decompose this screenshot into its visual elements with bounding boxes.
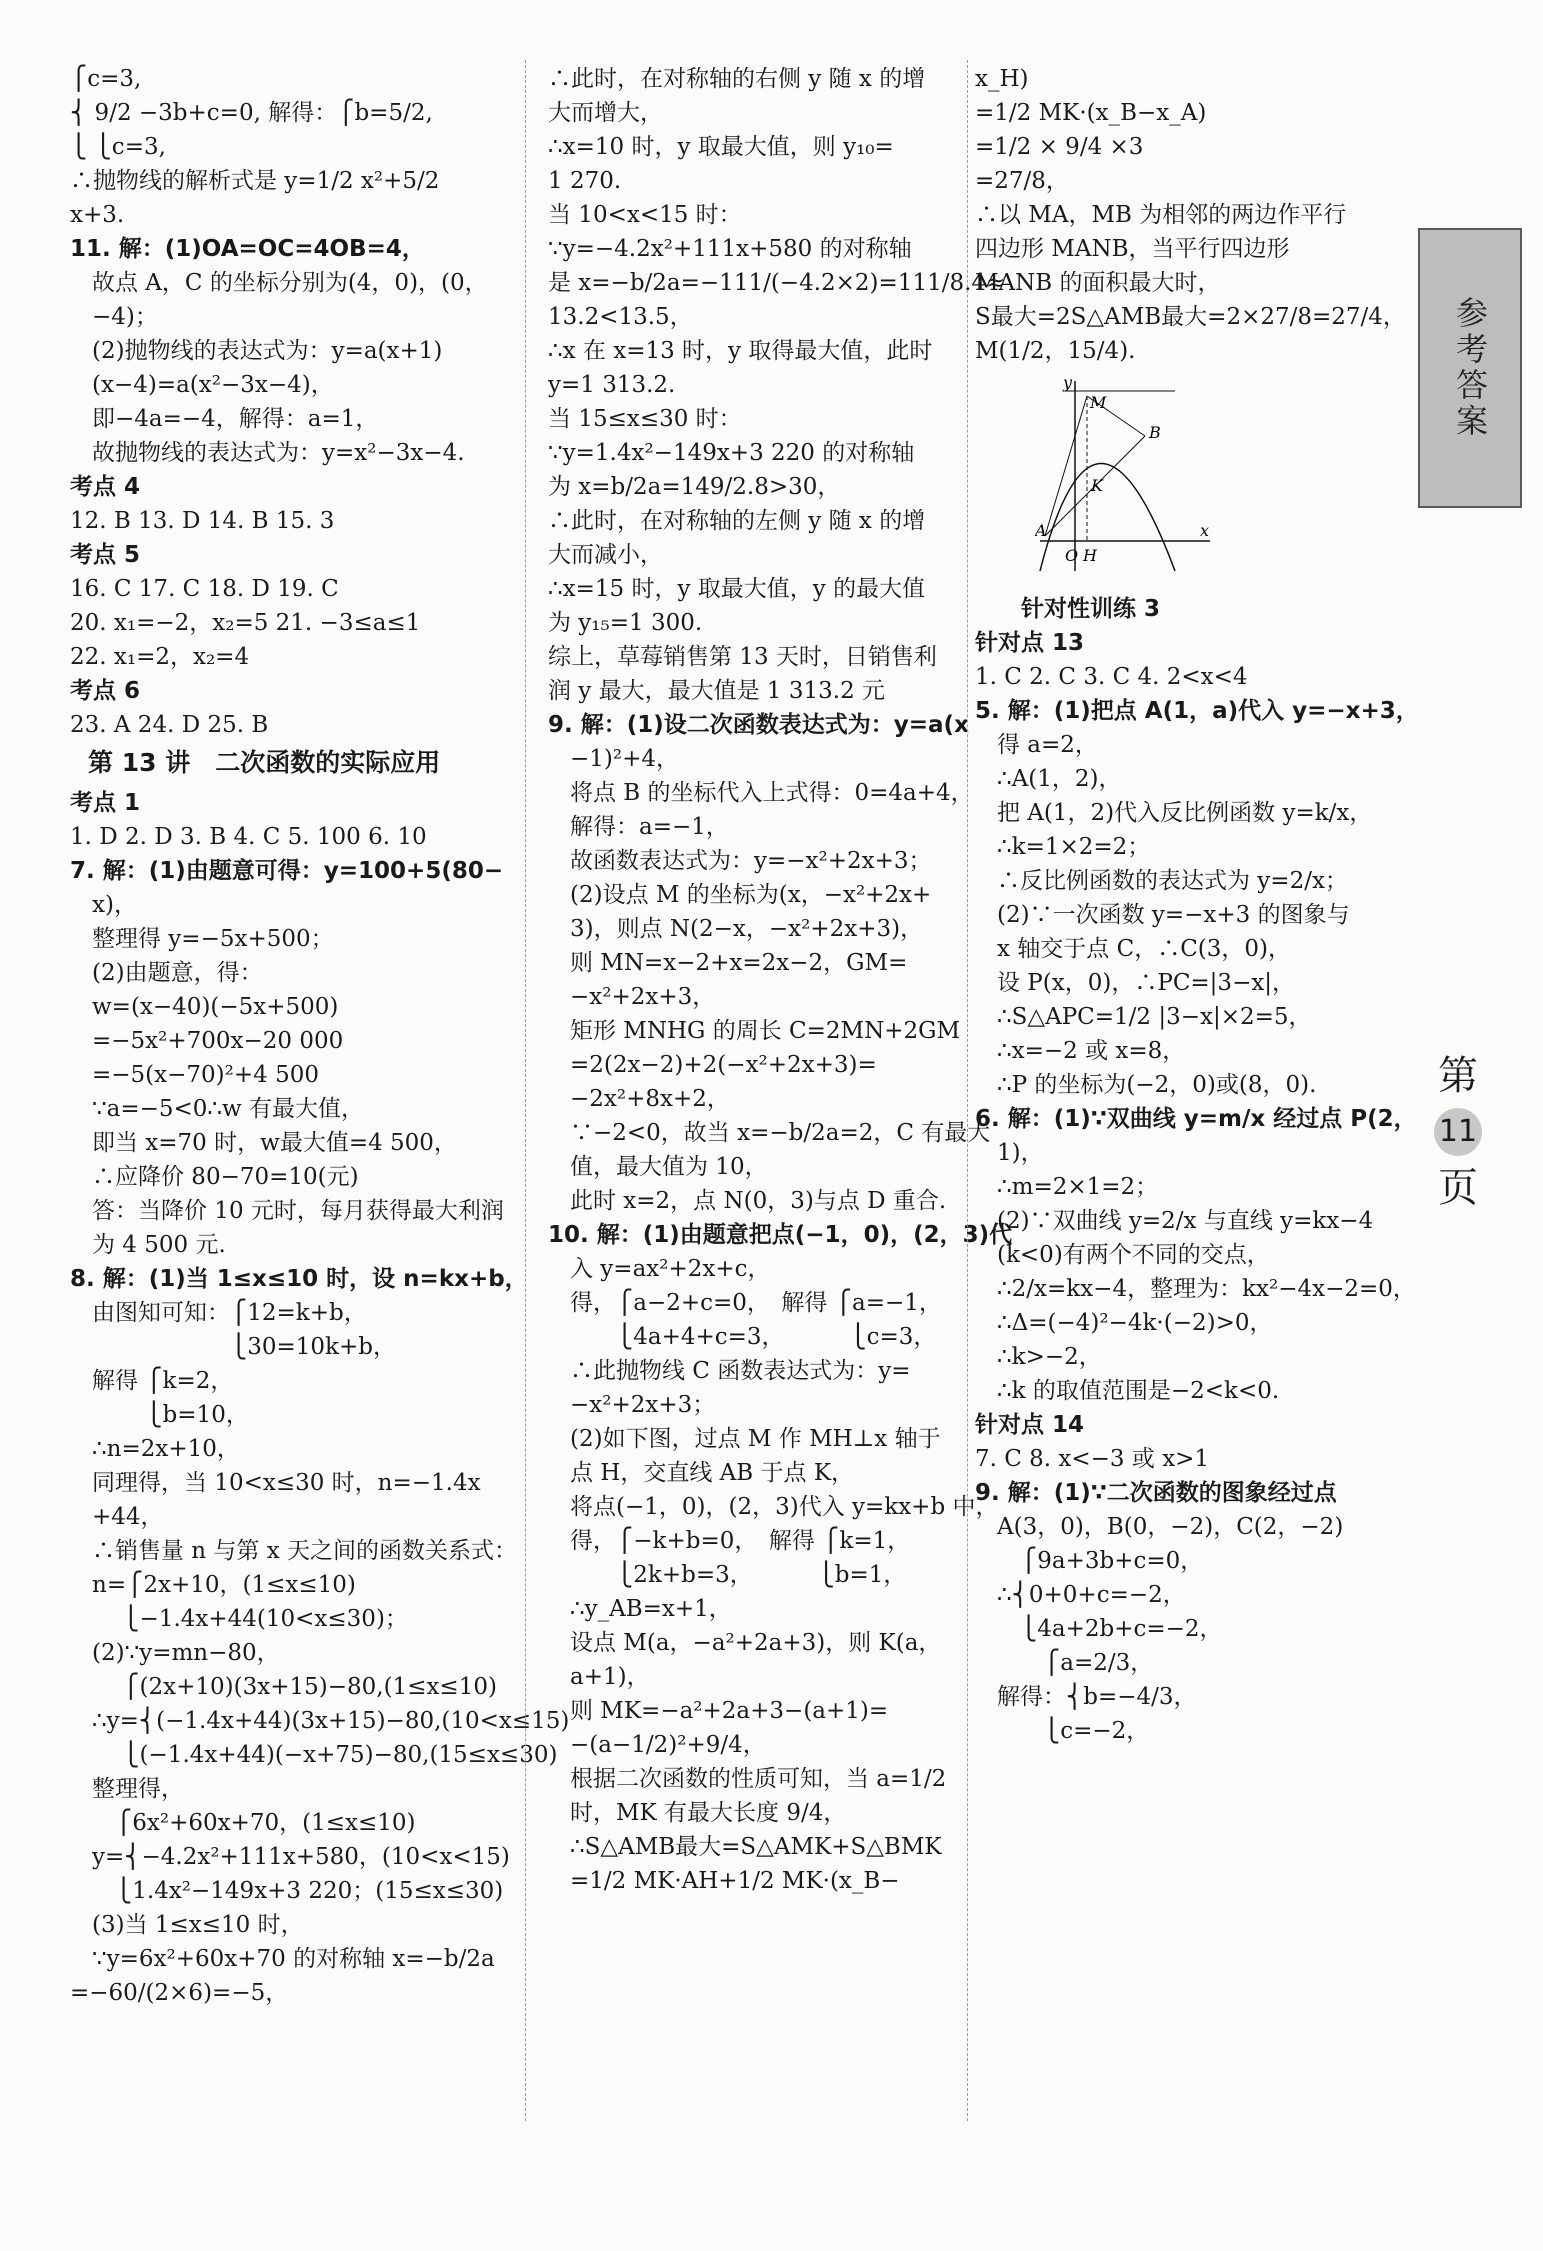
answer-heading: 针对点 14 (975, 1412, 1085, 1438)
answer-line: 3)，则点 N(2−x，−x²+2x+3)， (570, 916, 924, 942)
answer-line: ∴k 的取值范围是−2<k<0. (997, 1378, 1280, 1404)
answer-line: 解得：⎨b=−4/3， (997, 1684, 1197, 1710)
answer-line: ∴n=2x+10， (92, 1436, 240, 1462)
answer-line: ∴反比例函数的表达式为 y=2/x； (997, 868, 1348, 894)
answer-line: 当 10<x<15 时： (548, 202, 742, 228)
answer-line: y=⎨−4.2x²+111x+580，(10<x<15) (92, 1844, 510, 1870)
answer-line: x+3. (70, 202, 125, 228)
answer-line: ∴k=1×2=2； (997, 834, 1151, 860)
answer-line: 当 15≤x≤30 时： (548, 406, 742, 432)
answer-line: MANB 的面积最大时， (975, 270, 1221, 296)
answer-line: =2(2x−2)+2(−x²+2x+3)= (570, 1052, 877, 1078)
answer-line: ⎩30=10k+b， (92, 1334, 396, 1360)
answer-line: 此时 x=2，点 N(0，3)与点 D 重合. (570, 1188, 947, 1214)
page-number-marker (1428, 1048, 1488, 1216)
answer-line: 把 A(1，2)代入反比例函数 y=k/x， (997, 800, 1373, 826)
answer-line: x)， (92, 892, 137, 918)
page-suffix: 页 (1438, 1165, 1478, 1211)
answer-line: 整理得， (92, 1776, 184, 1802)
answer-line: −x²+2x+3； (570, 1392, 716, 1418)
answer-line: (2)∵y=mn−80， (92, 1640, 280, 1666)
answer-line: 12. B 13. D 14. B 15. 3 (70, 508, 335, 534)
answer-line: 则 MN=x−2+x=2x−2，GM= (570, 950, 908, 976)
answer-line: ∵−2<0，故当 x=−b/2a=2，C 有最大 (570, 1120, 991, 1146)
answer-line: 为 x=b/2a=149/2.8>30， (548, 474, 841, 500)
answer-line: ∴销售量 n 与第 x 天之间的函数关系式： (92, 1538, 518, 1564)
answer-line: ∴A(1，2)， (997, 766, 1122, 792)
answer-line: 20. x₁=−2，x₂=5 21. −3≤a≤1 (70, 610, 421, 636)
answer-line: ∴y_AB=x+1， (570, 1596, 732, 1622)
answer-line: 为 y₁₅=1 300. (548, 610, 703, 636)
answer-line: (2)设点 M 的坐标为(x，−x²+2x+ (570, 882, 932, 908)
answer-line: 入 y=ax²+2x+c， (570, 1256, 771, 1282)
answer-column-1 (70, 62, 570, 2010)
reference-answer-tab (1418, 228, 1522, 508)
answer-line: ∴x=−2 或 x=8， (997, 1038, 1186, 1064)
answer-heading: 考点 5 (70, 542, 141, 568)
answer-line: =1/2 MK·AH+1/2 MK·(x_B− (570, 1868, 900, 1894)
answer-line: 13.2<13.5， (548, 304, 693, 330)
answer-line: ∴Δ=(−4)²−4k·(−2)>0， (997, 1310, 1273, 1336)
answer-line: ⎨ 9/2 −3b+c=0, 解得：⎧b=5/2, (70, 100, 433, 126)
answer-line: 解得 ⎧k=2， (92, 1368, 234, 1394)
answer-line: (2)如下图，过点 M 作 MH⊥x 轴于 (570, 1426, 941, 1452)
answer-heading: 7. 解：(1)由题意可得：y=100+5(80− (70, 858, 504, 884)
answer-line: −1)²+4， (570, 746, 680, 772)
answer-line: 解得：a=−1， (570, 814, 729, 840)
answer-line: 7. C 8. x<−3 或 x>1 (975, 1446, 1210, 1472)
answer-line: ∴x=15 时，y 取最大值，y 的最大值 (548, 576, 926, 602)
answer-line: ∴S△APC=1/2 |3−x|×2=5， (997, 1004, 1312, 1030)
answer-line: ∴此时，在对称轴的左侧 y 随 x 的增 (548, 508, 926, 534)
answer-line: 22. x₁=2，x₂=4 (70, 644, 250, 670)
answer-line: n=⎧2x+10，(1≤x≤10) (92, 1572, 356, 1598)
answer-line: 将点(−1，0)，(2，3)代入 y=kx+b 中， (570, 1494, 999, 1520)
answer-line: ⎩4a+2b+c=−2， (997, 1616, 1223, 1642)
answer-line: 矩形 MNHG 的周长 C=2MN+2GM (570, 1018, 961, 1044)
answer-line: =−60/(2×6)=−5， (70, 1980, 289, 2006)
page-number: 11 (1434, 1108, 1482, 1156)
page-prefix: 第 (1438, 1053, 1478, 1099)
answer-heading: 11. 解：(1)OA=OC=4OB=4， (70, 236, 425, 262)
answer-line: ∴此抛物线 C 函数表达式为：y= (570, 1358, 911, 1384)
parabola-figure (1035, 376, 1215, 576)
answer-heading: 9. 解：(1)设二次函数表达式为：y=a(x (548, 712, 969, 738)
point-label-h: H (1083, 546, 1097, 565)
point-label-m: M (1090, 393, 1107, 412)
answer-line: ⎧c=3, (70, 66, 142, 92)
answer-line: (2)由题意，得： (92, 960, 263, 986)
answer-line: 设 P(x，0)，∴PC=|3−x|， (997, 970, 1296, 996)
answer-line: ∴x 在 x=13 时，y 取得最大值，此时 (548, 338, 933, 364)
answer-line: =1/2 × 9/4 ×3 (975, 134, 1144, 160)
answer-line: (x−4)=a(x²−3x−4)， (92, 372, 334, 398)
answer-heading: 考点 1 (70, 790, 141, 816)
answer-line: 1. D 2. D 3. B 4. C 5. 100 6. 10 (70, 824, 427, 850)
answer-line: =27/8， (975, 168, 1069, 194)
answer-line: 得，⎧−k+b=0， 解得 ⎧k=1， (570, 1528, 911, 1554)
answer-line: A(3，0)，B(0，−2)，C(2，−2) (997, 1514, 1344, 1540)
axis-label-x: x (1200, 521, 1210, 540)
answer-line: ⎩2k+b=3， ⎩b=1， (570, 1562, 907, 1588)
answer-line: 16. C 17. C 18. D 19. C (70, 576, 339, 602)
answer-line: −2x²+8x+2， (570, 1086, 730, 1112)
answer-line: ∴2/x=kx−4，整理为：kx²−4x−2=0， (997, 1276, 1416, 1302)
answer-line: ∴应降价 80−70=10(元) (92, 1164, 359, 1190)
answer-line: 由图知可知：⎧12=k+b， (92, 1300, 367, 1326)
answer-line: 得，⎧a−2+c=0， 解得 ⎧a=−1， (570, 1290, 942, 1316)
point-label-k: K (1091, 476, 1103, 495)
answer-line: ⎧6x²+60x+70，(1≤x≤10) (92, 1810, 416, 1836)
answer-heading: 针对性训练 3 (975, 596, 1161, 622)
reference-answer-label: 参考答案 (1451, 296, 1489, 440)
answer-heading: 考点 4 (70, 474, 141, 500)
answer-line: S最大=2S△AMB最大=2×27/8=27/4， (975, 304, 1406, 330)
point-label-a: A (1035, 521, 1047, 540)
answer-line: ⎩b=10， (92, 1402, 249, 1428)
parabola-curve (1040, 464, 1175, 572)
answer-line: 四边形 MANB，当平行四边形 (975, 236, 1290, 262)
answer-line: ∴S△AMB最大=S△AMK+S△BMK (570, 1834, 942, 1860)
point-label-b: B (1149, 423, 1161, 442)
answer-line: (3)当 1≤x≤10 时， (92, 1912, 304, 1938)
answer-line: ∴以 MA，MB 为相邻的两边作平行 (975, 202, 1347, 228)
answer-line: a+1)， (570, 1664, 650, 1690)
answer-line: ∵y=1.4x²−149x+3 220 的对称轴 (548, 440, 915, 466)
answer-line: ∴y=⎨(−1.4x+44)(3x+15)−80,(10<x≤15) (92, 1708, 570, 1734)
answer-line: 大而增大， (548, 100, 663, 126)
answer-heading: 6. 解：(1)∵双曲线 y=m/x 经过点 P(2， (975, 1106, 1417, 1132)
answer-line: −(a−1/2)²+9/4， (570, 1732, 766, 1758)
answer-line: (2)∵一次函数 y=−x+3 的图象与 (997, 902, 1350, 928)
answer-line: 为 4 500 元. (92, 1232, 226, 1258)
answer-line: M(1/2，15/4). (975, 338, 1136, 364)
answer-line: x 轴交于点 C，∴C(3，0)， (997, 936, 1292, 962)
answer-line: 故函数表达式为：y=−x²+2x+3； (570, 848, 932, 874)
answer-line: 即−4a=−4，解得：a=1， (92, 406, 379, 432)
answer-line: 即当 x=70 时，w最大值=4 500， (92, 1130, 457, 1156)
answer-heading: 考点 6 (70, 678, 141, 704)
answer-line: 1)， (997, 1140, 1044, 1166)
answer-line: ⎧a=2/3， (997, 1650, 1154, 1676)
answer-line: +44， (92, 1504, 164, 1530)
answer-line: ∴m=2×1=2； (997, 1174, 1159, 1200)
answer-heading: 10. 解：(1)由题意把点(−1，0)，(2，3)代 (548, 1222, 1013, 1248)
answer-line: =1/2 MK·(x_B−x_A) (975, 100, 1207, 126)
column-divider (525, 60, 526, 2121)
answer-line: ∴k>−2， (997, 1344, 1102, 1370)
answer-line: −x²+2x+3， (570, 984, 716, 1010)
answer-line: 设点 M(a，−a²+2a+3)，则 K(a， (570, 1630, 942, 1656)
answer-line: ⎩c=−2， (997, 1718, 1150, 1744)
lesson-title: 第 13 讲 二次函数的实际应用 (88, 748, 441, 777)
answer-line: ∴x=10 时，y 取最大值，则 y₁₀= (548, 134, 894, 160)
answer-line: 23. A 24. D 25. B (70, 712, 269, 738)
answer-line: 润 y 最大，最大值是 1 313.2 元 (548, 678, 886, 704)
answer-line: 1. C 2. C 3. C 4. 2<x<4 (975, 664, 1248, 690)
answer-line: (2)∵双曲线 y=2/x 与直线 y=kx−4 (997, 1208, 1374, 1234)
answer-line: ⎧(2x+10)(3x+15)−80,(1≤x≤10) (92, 1674, 497, 1700)
answer-line: 大而减小， (548, 542, 663, 568)
answer-line: 故抛物线的表达式为：y=x²−3x−4. (92, 440, 465, 466)
answer-line: ⎩1.4x²−149x+3 220；(15≤x≤30) (92, 1878, 504, 1904)
answer-line: 将点 B 的坐标代入上式得：0=4a+4， (570, 780, 974, 806)
answer-line: 得 a=2， (997, 732, 1098, 758)
answer-line: ∴此时，在对称轴的右侧 y 随 x 的增 (548, 66, 926, 92)
answer-heading: 针对点 13 (975, 630, 1085, 656)
answer-line: x_H) (975, 66, 1029, 92)
answer-line: =−5(x−70)²+4 500 (92, 1062, 319, 1088)
answer-line: ⎩ ⎩c=3, (70, 134, 166, 160)
answer-line: w=(x−40)(−5x+500) (92, 994, 339, 1020)
answer-line: ∴P 的坐标为(−2，0)或(8，0). (997, 1072, 1317, 1098)
answer-line: ∴⎨0+0+c=−2， (997, 1582, 1186, 1608)
answer-line: 点 H，交直线 AB 于点 K， (570, 1460, 854, 1486)
origin-label: O (1065, 546, 1079, 565)
answer-line: ⎩4a+4+c=3， ⎩c=3， (570, 1324, 937, 1350)
answer-column-3 (975, 62, 1419, 1748)
answer-line: (k<0)有两个不同的交点， (997, 1242, 1270, 1268)
column-divider (967, 60, 968, 2121)
answer-line: 1 270. (548, 168, 622, 194)
answer-line: 故点 A，C 的坐标分别为(4，0)，(0， (92, 270, 488, 296)
answer-line: ⎩(−1.4x+44)(−x+75)−80,(15≤x≤30) (92, 1742, 558, 1768)
answer-line: 根据二次函数的性质可知，当 a=1/2 (570, 1766, 947, 1792)
answer-line: ⎩−1.4x+44(10<x≤30)； (92, 1606, 408, 1632)
answer-line: 值，最大值为 10， (570, 1154, 768, 1180)
answer-line: ⎧9a+3b+c=0， (997, 1548, 1204, 1574)
answer-heading: 9. 解：(1)∵二次函数的图象经过点 (975, 1480, 1337, 1506)
answer-line: 综上，草莓销售第 13 天时，日销售利 (548, 644, 937, 670)
answer-line: 答：当降价 10 元时，每月获得最大利润 (92, 1198, 504, 1224)
answer-line: ∵a=−5<0∴w 有最大值， (92, 1096, 365, 1122)
answer-line: 同理得，当 10<x≤30 时，n=−1.4x (92, 1470, 481, 1496)
answer-line: =−5x²+700x−20 000 (92, 1028, 344, 1054)
axis-label-y: y (1063, 376, 1073, 392)
answer-heading: 5. 解：(1)把点 A(1，a)代入 y=−x+3， (975, 698, 1419, 724)
answer-line: 时，MK 有最大长度 9/4， (570, 1800, 847, 1826)
answer-line: ∵y=−4.2x²+111x+580 的对称轴 (548, 236, 912, 262)
answer-line: 则 MK=−a²+2a+3−(a+1)= (570, 1698, 889, 1724)
answer-heading: 8. 解：(1)当 1≤x≤10 时，设 n=kx+b， (70, 1266, 528, 1292)
answer-line: −4)； (92, 304, 158, 330)
answer-line: (2)抛物线的表达式为：y=a(x+1) (92, 338, 443, 364)
answer-line: ∵y=6x²+60x+70 的对称轴 x=−b/2a (92, 1946, 495, 1972)
answer-line: 是 x=−b/2a=−111/(−4.2×2)=111/8.4≈ (548, 270, 1006, 296)
answer-line: 整理得 y=−5x+500； (92, 926, 334, 952)
answer-line: ∴抛物线的解析式是 y=1/2 x²+5/2 (70, 168, 440, 194)
answer-line: y=1 313.2. (548, 372, 676, 398)
